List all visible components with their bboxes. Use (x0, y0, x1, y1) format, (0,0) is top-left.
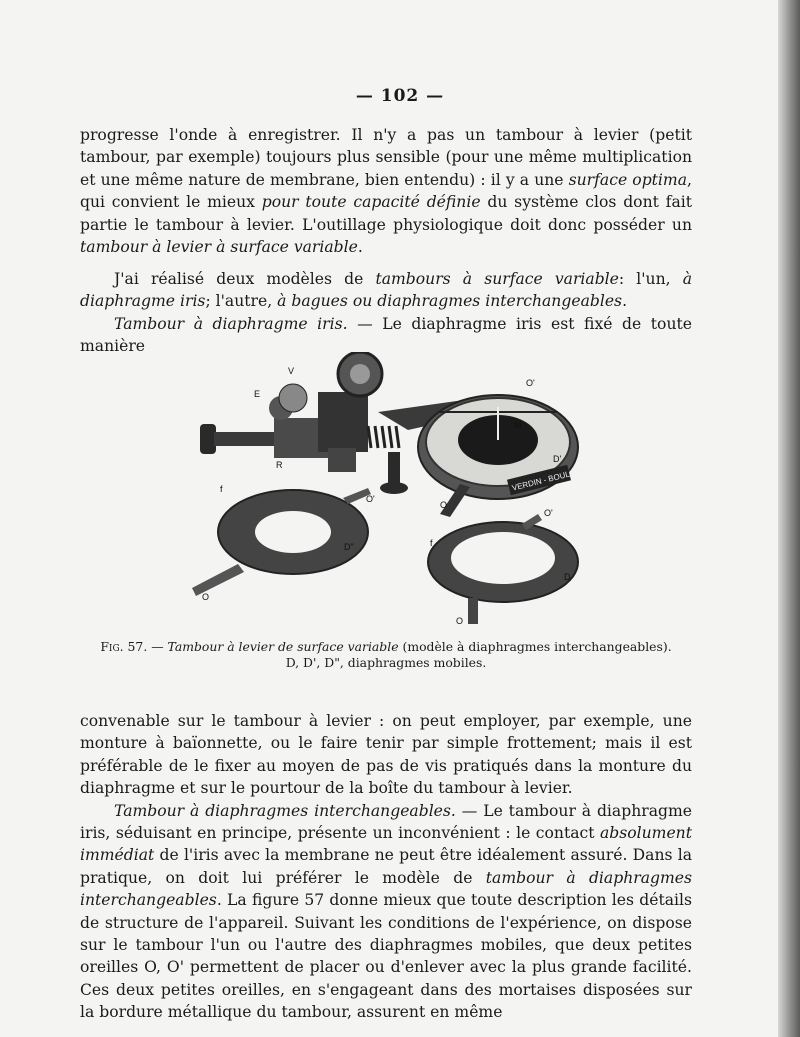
italic-run: tambour à levier à surface variable (80, 238, 358, 257)
figure-57-illustration (178, 352, 608, 627)
figure-number: Fig. 57. (100, 639, 148, 654)
text-run: de l'iris avec la membrane ne peut être idéalement assuré. Dans la pratique, on doit lui préférer le modèle de (80, 846, 692, 887)
label-R: R (276, 460, 283, 470)
text-run: J'ai réalisé deux modèles de (114, 270, 376, 288)
figure-caption (80, 639, 692, 671)
text-run: . (622, 292, 628, 311)
screw-head (279, 384, 307, 412)
label-f-left: f (220, 484, 223, 494)
diaphragm-hole-right (451, 532, 555, 584)
page-edge-shadow (778, 0, 800, 1037)
ear-right-bottom (468, 598, 478, 624)
text-run: convenable sur le tambour à levier : on peut employer, par exemple, une monture à baïonnette, ou le faire tenir par simple frottement; mais il est préférable de le fixer au moyen de pas de vis pratiqués dans la monture du diaphragme et sur le pourtour de la boîte du tambour à levier. (80, 712, 692, 798)
text-run: — Le tambour à diaphragme iris, séduisant en principe, présente un inconvénient : le contact (80, 801, 692, 843)
knob (200, 424, 216, 454)
lever-rod (214, 432, 284, 446)
section-line-iris (80, 313, 692, 358)
block-lower (328, 448, 356, 472)
italic-run: surface optima (568, 170, 688, 189)
italic-run: à bagues ou diaphragmes interchangeables (277, 292, 623, 311)
diaphragm-hole-left (255, 511, 331, 553)
wheel-hub (350, 364, 370, 384)
label-f-right: f (430, 538, 433, 548)
text-run: . (357, 238, 363, 257)
text-run: — (147, 639, 168, 654)
paragraph-1 (80, 124, 692, 258)
text-run: du système clos dont fait partie le tambour à levier. L'outillage physiologique doit donc posséder un (80, 193, 692, 234)
label-O-prime-left: O' (366, 494, 375, 504)
text-run: — Le diaphragme iris est fixé de toute manière (80, 314, 692, 356)
label-O-right: O (456, 616, 464, 626)
section-heading-iris: Tambour à diaphragme iris. (114, 314, 348, 333)
italic-run: à diaphragme iris (80, 270, 693, 311)
text-run: (modèle à diaphragmes interchangeables). (398, 639, 672, 654)
caption-line-2: D, D', D", diaphragmes mobiles. (285, 655, 487, 670)
label-O-left: O (202, 592, 210, 602)
caption-title: Tambour à levier de surface variable (167, 639, 399, 654)
label-D-second: D" (344, 542, 354, 552)
label-E: E (254, 389, 261, 399)
label-V: V (288, 366, 295, 376)
text-run: , qui convient le mieux (80, 170, 692, 212)
text-run: ; l'autre, (205, 292, 278, 311)
italic-run: tambour à diaphragmes interchangeables (80, 868, 692, 910)
page-number: — 102 — (355, 86, 445, 106)
label-D-prime-drum: D' (553, 454, 562, 464)
label-O-prime-right: O' (544, 508, 553, 518)
label-O-drum: O (440, 500, 448, 510)
text-run: : l'un, (618, 270, 683, 288)
italic-run: pour toute capacité définie (261, 193, 481, 212)
paragraph-2-body (80, 268, 692, 313)
label-D-right: D (564, 572, 571, 582)
stem-foot (380, 482, 408, 494)
italic-run: tambours à surface variable (375, 270, 619, 288)
paragraph-2 (80, 268, 692, 358)
text-run: . La figure 57 donne mieux que toute description les détails de structure de l'appareil. Suivant les conditions de l'expérience, on dispose sur le tambour l'un ou l'autre des diaphragmes mobiles, que deux petites oreilles O, O' permettent de placer ou d'enlever avec la plus grande facilité. Ces deux petites oreilles, en s'engageant dans des mortaises disposées sur la bordure métallique du tambour, assurent en même (80, 891, 692, 1022)
label-O-prime-top: O' (526, 378, 535, 388)
brand-label: VERDIN - BOULITTE (511, 465, 588, 493)
label-M: M (514, 420, 522, 430)
paragraph-3-body (80, 710, 692, 800)
text-run: progresse l'onde à enregistrer. Il n'y a pas un tambour à levier (petit tambour, par exemple) toujours plus sensible (pour une même multiplication et une même nature de membrane, bien entendu) : il y a une (80, 126, 692, 189)
paragraph-3 (80, 710, 692, 1024)
caption-line-1 (80, 639, 692, 655)
section-interchangeable (80, 800, 692, 1024)
support-block (318, 392, 368, 452)
section-heading-interchangeable: Tambour à diaphragmes interchangeables. (114, 801, 456, 820)
italic-run: absolument immédiat (80, 824, 692, 865)
